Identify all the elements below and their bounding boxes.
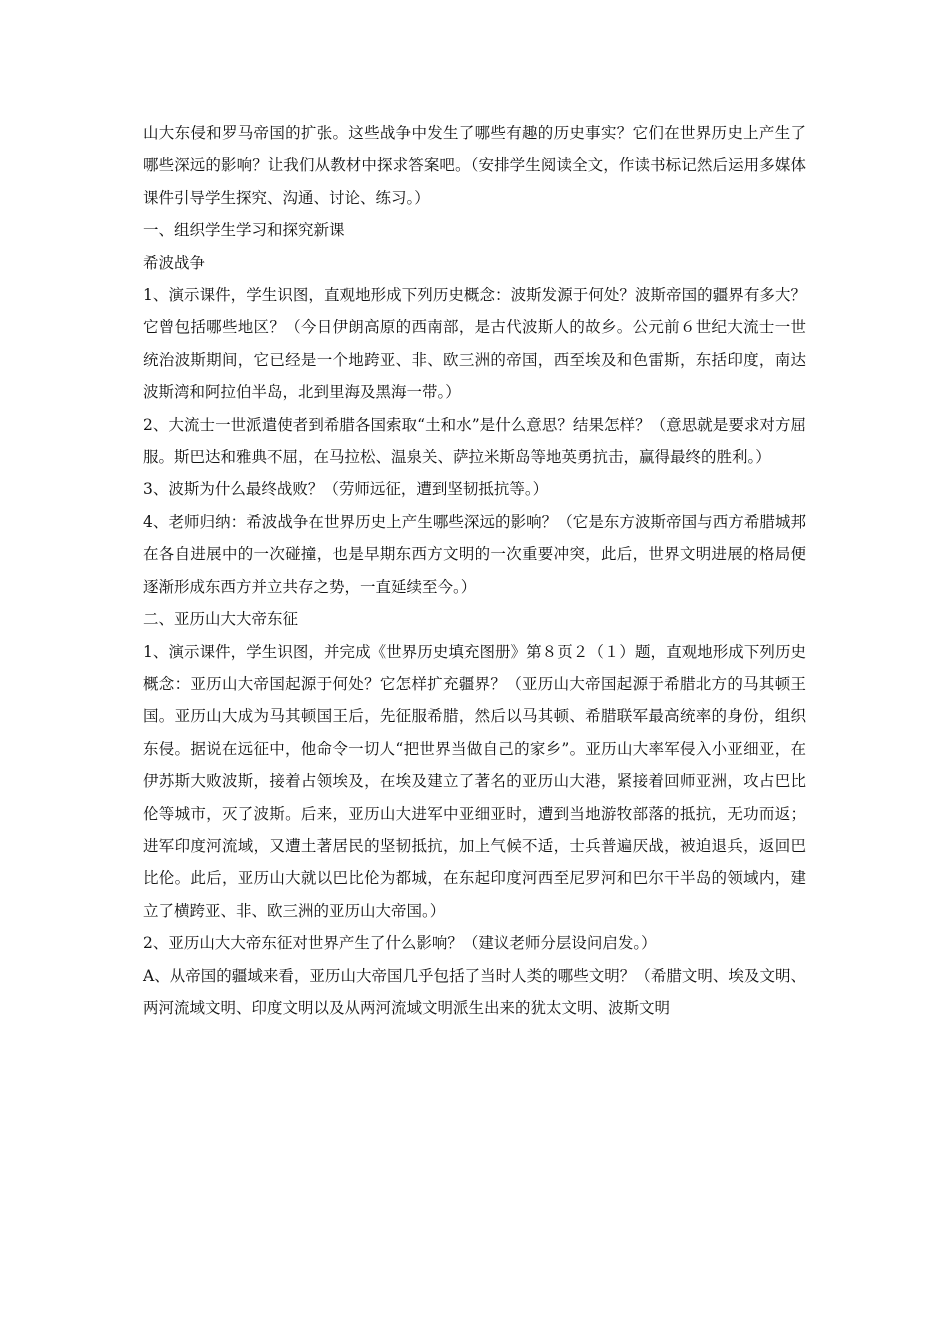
question-paragraph-3: 3、波斯为什么最终战败？（劳师远征，遭到坚韧抵抗等。） xyxy=(143,480,549,499)
question-paragraph-2: 2、大流士一世派遣使者到希腊各国索取“土和水”是什么意思？结果怎样？（意思就是要求对方屈服。斯巴达和雅典不屈，在马拉松、温泉关、萨拉米斯岛等地英勇抗击，赢得最终的胜利。） xyxy=(143,415,806,467)
alexander-question-1: 1、演示课件，学生识图，并完成《世界历史填充图册》第８页２（１）题，直观地形成下列历史概念：亚历山大帝国起源于何处？它怎样扩充疆界？（亚历山大帝国起源于希腊北方的马其顿王国。亚历山大成为马其顿国王后，先征服希腊，然后以马其顿、希腊联军最高统率的身份，组织东侵。据说在远征中，他命令一切人“把世界当做自己的家乡”。亚历山大率军侵入小亚细亚，在伊苏斯大败波斯，接着占领埃及，在埃及建立了著名的亚历山大港，紧接着回师亚洲，攻占巴比伦等城市，灭了波斯。后来，亚历山大进军中亚细亚时，遭到当地游牧部落的抵抗，无功而返；进军印度河流域，又遭土著居民的坚韧抵抗，加上气候不适，士兵普遍厌战，被迫退兵，返回巴比伦。此后，亚历山大就以巴比伦为都城，在东起印度河西至尼罗河和巴尔干半岛的领域内，建立了横跨亚、非、欧三洲的亚历山大帝国。） xyxy=(143,642,806,920)
question-paragraph-1: 1、演示课件，学生识图，直观地形成下列历史概念：波斯发源于何处？波斯帝国的疆界有多大？它曾包括哪些地区？（今日伊朗高原的西南部，是古代波斯人的故乡。公元前６世纪大流士一世统治波斯期间，它已经是一个地跨亚、非、欧三洲的帝国，西至埃及和色雷斯，东括印度，南达波斯湾和阿拉伯半岛，北到里海及黑海一带。） xyxy=(143,286,806,402)
document-page xyxy=(143,117,806,1024)
intro-paragraph: 山大东侵和罗马帝国的扩张。这些战争中发生了哪些有趣的历史事实？它们在世界历史上产生了哪些深远的影响？让我们从教材中探求答案吧。（安排学生阅读全文，作读书标记然后运用多媒体课件引导学生探究、沟通、讨论、练习。） xyxy=(143,124,806,207)
subsection-heading-greco-persian-war: 希波战争 xyxy=(143,253,206,272)
question-paragraph-4: 4、老师归纳：希波战争在世界历史上产生哪些深远的影响？（它是东方波斯帝国与西方希腊城邦在各自进展中的一次碰撞，也是早期东西方文明的一次重要冲突，此后，世界文明进展的格局便逐渐形成东西方并立共存之势，一直延续至今。） xyxy=(143,512,806,596)
alexander-question-2: 2、亚历山大大帝东征对世界产生了什么影响？（建议老师分层设问启发。） xyxy=(143,934,657,953)
section-heading-1: 一、组织学生学习和探究新课 xyxy=(143,221,345,240)
section-heading-2: 二、亚历山大大帝东征 xyxy=(143,610,299,629)
alexander-question-a: A、从帝国的疆域来看，亚历山大帝国几乎包括了当时人类的哪些文明？（希腊文明、埃及文明、两河流域文明、印度文明以及从两河流域文明派生出来的犹太文明、波斯文明 xyxy=(143,966,806,1017)
